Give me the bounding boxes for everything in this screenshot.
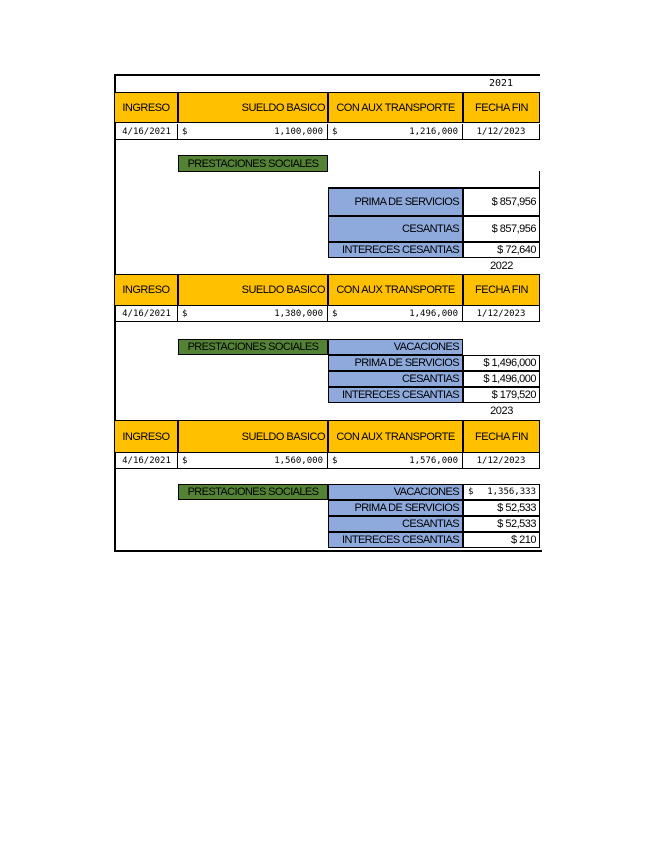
currency-symbol: $ bbox=[182, 455, 188, 466]
prima-label: PRIMA DE SERVICIOS bbox=[328, 188, 463, 216]
header-ingreso: INGRESO bbox=[114, 274, 178, 306]
year-label-2023: 2023 bbox=[490, 405, 513, 417]
header-fecha-fin: FECHA FIN bbox=[463, 274, 540, 306]
ingreso-value: 4/16/2021 bbox=[116, 306, 178, 322]
header-aux-transporte: CON AUX TRANSPORTE bbox=[328, 274, 463, 306]
currency-symbol: $ bbox=[468, 487, 474, 497]
year-label-2022: 2022 bbox=[490, 260, 513, 272]
vacaciones-amount: 1,356,333 bbox=[487, 487, 536, 497]
cesantias-label: CESANTIAS bbox=[328, 516, 463, 532]
header-sueldo-basico: SUELDO BASICO bbox=[178, 420, 328, 453]
currency-symbol: $ bbox=[332, 308, 338, 319]
prima-value: $ 52,533 bbox=[463, 500, 540, 516]
cesantias-value: $ 52,533 bbox=[463, 516, 540, 532]
sueldo-value bbox=[178, 306, 328, 322]
sueldo-value bbox=[178, 453, 328, 469]
currency-symbol: $ bbox=[332, 126, 338, 137]
vacaciones-label: VACACIONES bbox=[328, 484, 463, 500]
prima-value: $ 857,956 bbox=[463, 188, 540, 216]
header-sueldo-basico: SUELDO BASICO bbox=[178, 92, 328, 123]
aux-amount: 1,496,000 bbox=[409, 308, 458, 319]
aux-value bbox=[328, 124, 463, 140]
intereses-label: INTERECES CESANTIAS bbox=[328, 532, 463, 548]
header-ingreso: INGRESO bbox=[114, 92, 178, 123]
prestaciones-sociales-label: PRESTACIONES SOCIALES bbox=[178, 339, 328, 355]
fecha-value: 1/12/2023 bbox=[463, 306, 540, 322]
aux-value bbox=[328, 453, 463, 469]
cesantias-value: $ 1,496,000 bbox=[463, 371, 540, 387]
cesantias-value: $ 857,956 bbox=[463, 216, 540, 242]
cesantias-label: CESANTIAS bbox=[328, 216, 463, 242]
prestaciones-sociales-label: PRESTACIONES SOCIALES bbox=[178, 484, 328, 500]
currency-symbol: $ bbox=[182, 126, 188, 137]
header-aux-transporte: CON AUX TRANSPORTE bbox=[328, 92, 463, 123]
fecha-value: 1/12/2023 bbox=[463, 124, 540, 140]
header-sueldo-basico: SUELDO BASICO bbox=[178, 274, 328, 306]
sueldo-value bbox=[178, 124, 328, 140]
header-aux-transporte: CON AUX TRANSPORTE bbox=[328, 420, 463, 453]
currency-symbol: $ bbox=[332, 455, 338, 466]
fecha-value: 1/12/2023 bbox=[463, 453, 540, 469]
ingreso-value: 4/16/2021 bbox=[116, 124, 178, 140]
vacaciones-value bbox=[463, 484, 540, 500]
prestaciones-sociales-label: PRESTACIONES SOCIALES bbox=[178, 155, 328, 172]
header-ingreso: INGRESO bbox=[114, 420, 178, 453]
aux-value bbox=[328, 306, 463, 322]
header-fecha-fin: FECHA FIN bbox=[463, 92, 540, 123]
prima-label: PRIMA DE SERVICIOS bbox=[328, 355, 463, 371]
intereses-value: $ 179,520 bbox=[463, 387, 540, 403]
sueldo-amount: 1,100,000 bbox=[274, 126, 323, 137]
prima-value: $ 1,496,000 bbox=[463, 355, 540, 371]
aux-amount: 1,576,000 bbox=[409, 455, 458, 466]
currency-symbol: $ bbox=[182, 308, 188, 319]
aux-amount: 1,216,000 bbox=[409, 126, 458, 137]
sueldo-amount: 1,380,000 bbox=[274, 308, 323, 319]
sueldo-amount: 1,560,000 bbox=[274, 455, 323, 466]
cell-border bbox=[539, 171, 540, 187]
intereses-label: INTERECES CESANTIAS bbox=[328, 387, 463, 403]
year-label-2021: 2021 bbox=[488, 77, 514, 89]
intereses-value: $ 210 bbox=[463, 532, 540, 548]
vacaciones-label: VACACIONES bbox=[328, 339, 463, 355]
header-fecha-fin: FECHA FIN bbox=[463, 420, 540, 453]
intereses-label: INTERECES CESANTIAS bbox=[328, 242, 463, 258]
cesantias-label: CESANTIAS bbox=[328, 371, 463, 387]
intereses-value: $ 72,640 bbox=[463, 242, 540, 258]
ingreso-value: 4/16/2021 bbox=[116, 453, 178, 469]
prima-label: PRIMA DE SERVICIOS bbox=[328, 500, 463, 516]
